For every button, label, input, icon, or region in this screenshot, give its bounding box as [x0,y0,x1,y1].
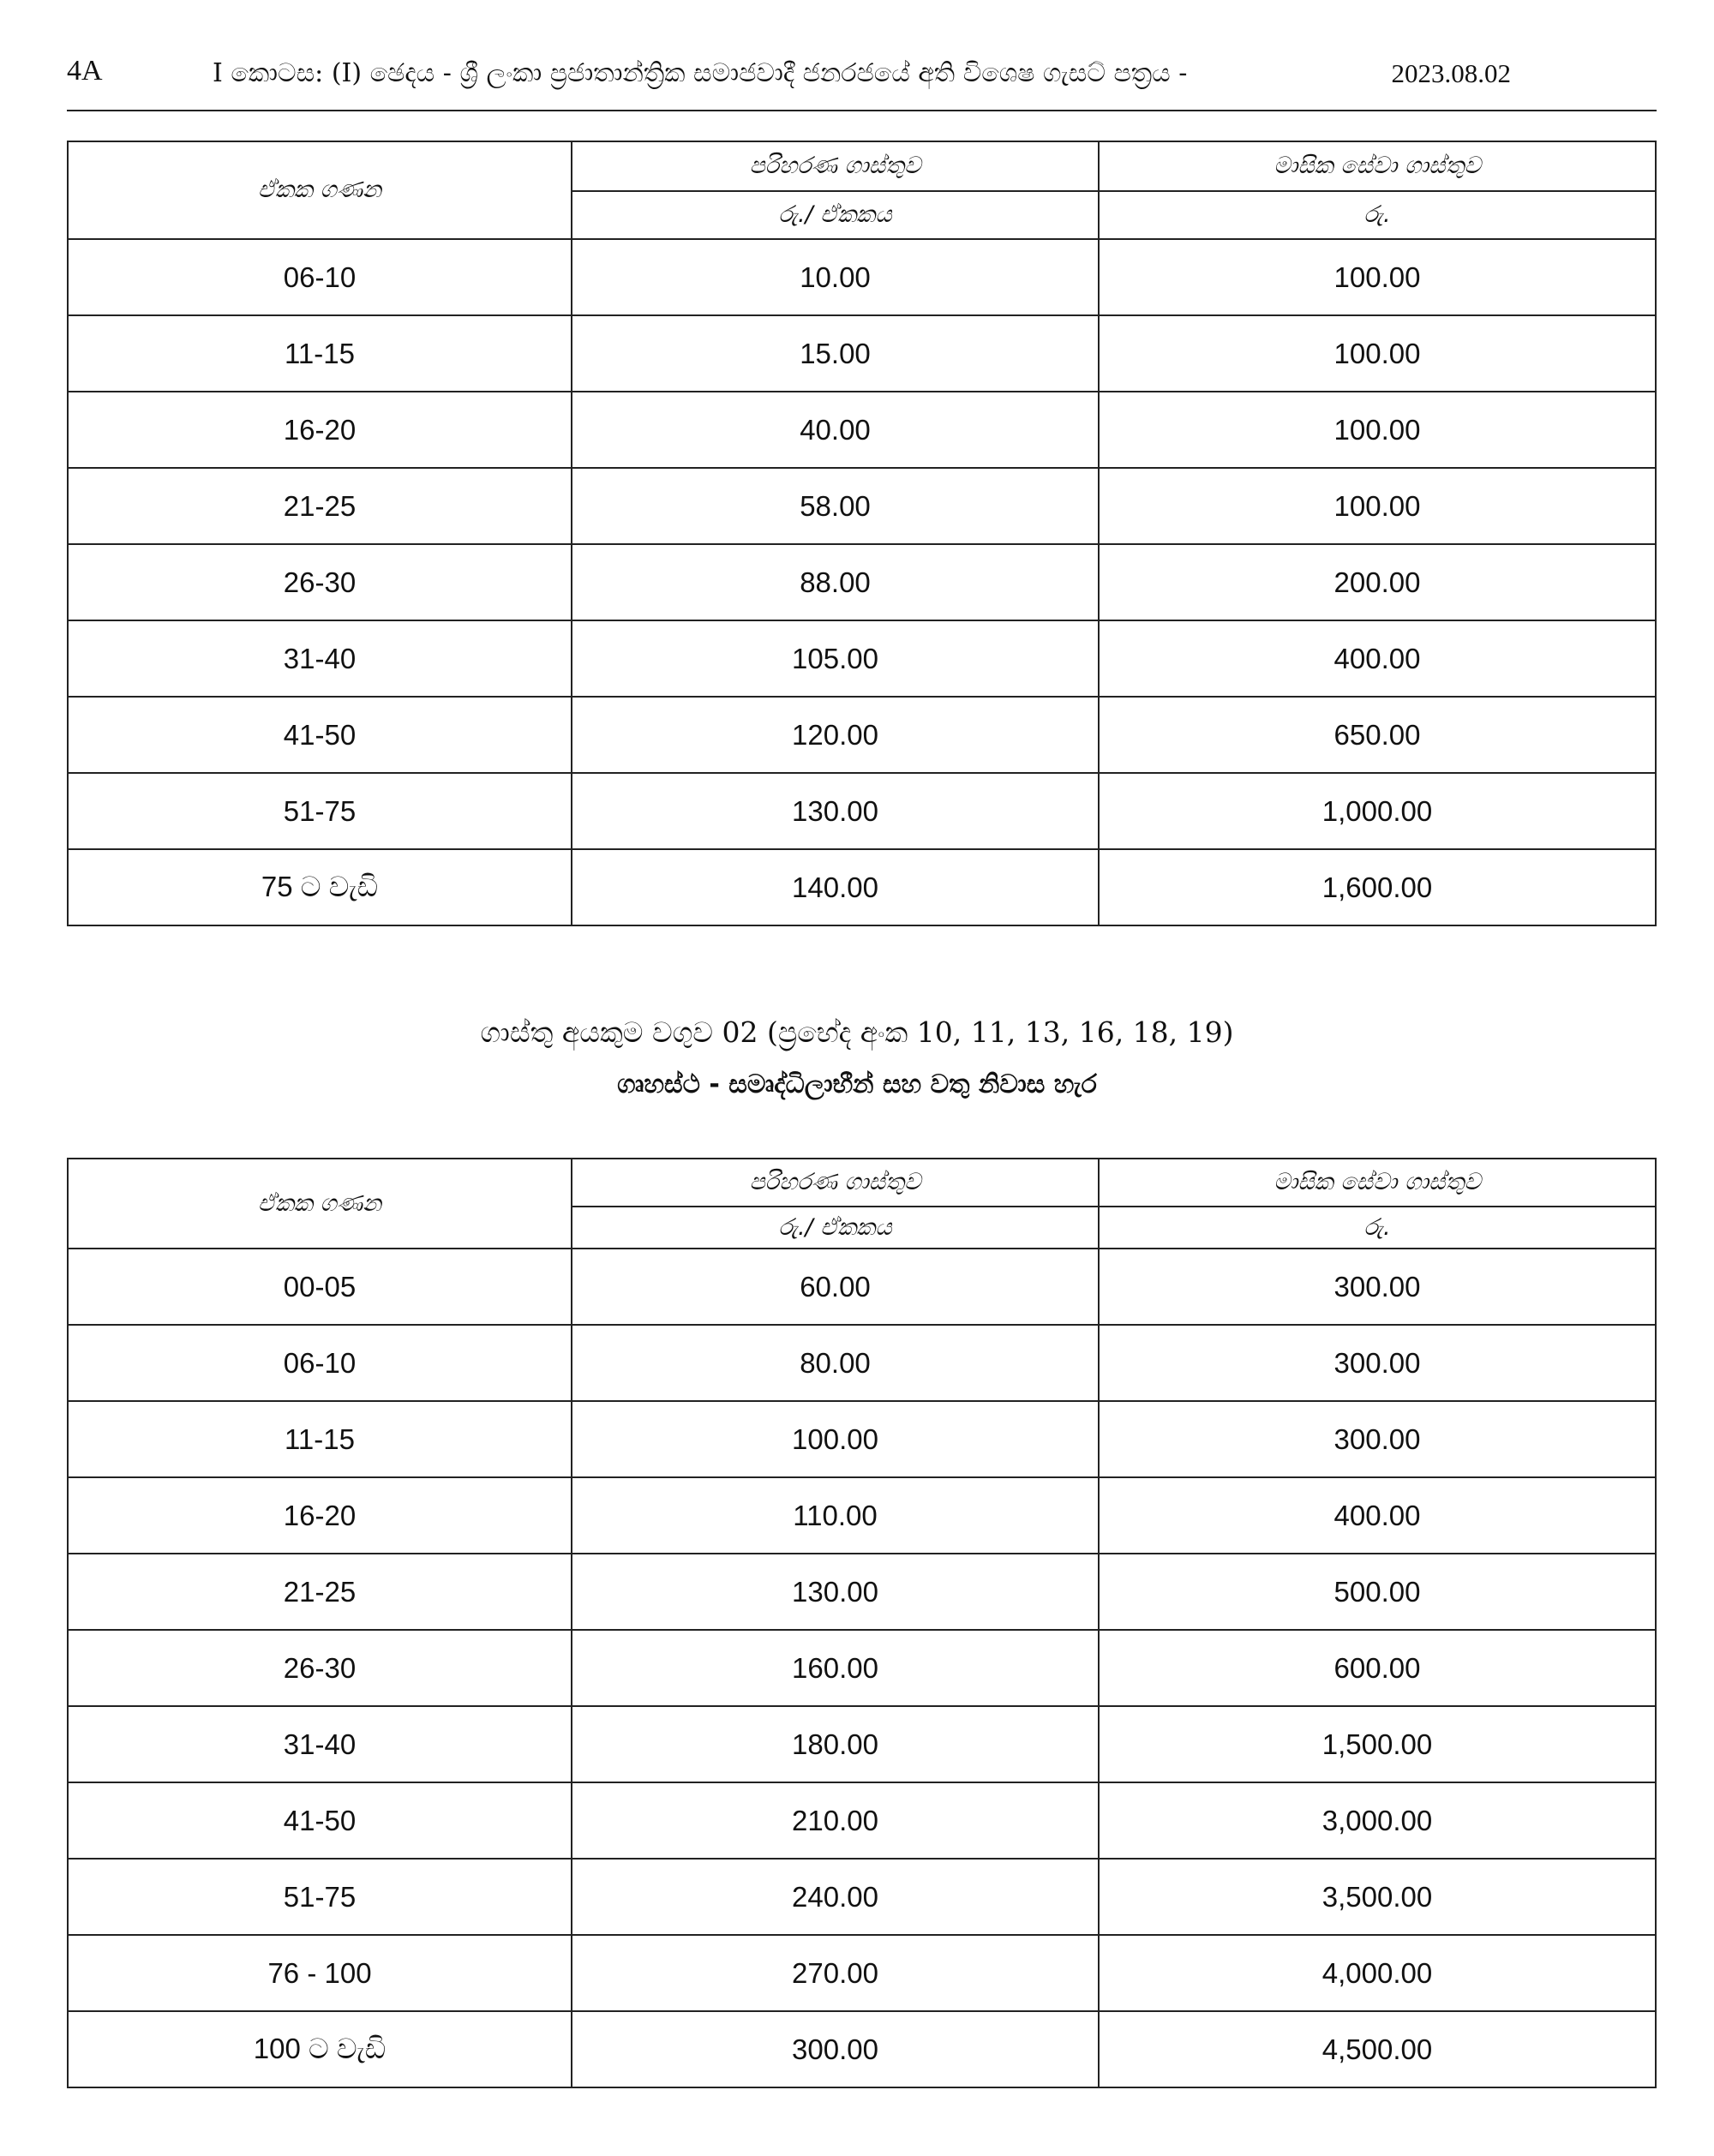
units-cell: 51-75 [68,773,572,849]
header-maintenance-unit: රු./ ඒකකය [572,191,1099,239]
units-cell: 51-75 [68,1859,572,1935]
maintenance-charge-cell: 300.00 [572,2011,1099,2087]
table-row [68,1706,1656,1782]
maintenance-charge-cell: 60.00 [572,1249,1099,1325]
service-charge-cell: 200.00 [1099,544,1656,620]
header-service-unit: රු. [1099,191,1656,239]
maintenance-charge-cell: 140.00 [572,849,1099,925]
maintenance-charge-cell: 210.00 [572,1782,1099,1859]
service-charge-cell: 1,600.00 [1099,849,1656,925]
service-charge-cell: 1,500.00 [1099,1706,1656,1782]
table-row [68,2011,1656,2087]
maintenance-charge-cell: 88.00 [572,544,1099,620]
section-title: ගාස්තු අයකුම වගුව 02 (ප්‍රභේද අංක 10, 11, 13, 16, 18, 19) [480,1015,1234,1049]
maintenance-charge-cell: 240.00 [572,1859,1099,1935]
section-subtitle: ගෘහස්ථ - සමෘද්ධිලාභීන් සහ වතු නිවාස හැර [617,1069,1097,1099]
table-row [68,239,1656,315]
units-cell: 00-05 [68,1249,572,1325]
maintenance-charge-cell: 110.00 [572,1477,1099,1554]
table-row [68,773,1656,849]
header-units: ඒකක ගණන [68,141,572,239]
table-row [68,620,1656,697]
table-row [68,392,1656,468]
service-charge-cell: 650.00 [1099,697,1656,773]
service-charge-cell: 100.00 [1099,392,1656,468]
maintenance-charge-cell: 270.00 [572,1935,1099,2011]
units-cell: 11-15 [68,1401,572,1477]
service-charge-cell: 1,000.00 [1099,773,1656,849]
tariff-table-2 [67,1158,1657,2088]
header-service-unit: රු. [1099,1207,1656,1249]
service-charge-cell: 300.00 [1099,1401,1656,1477]
maintenance-charge-cell: 120.00 [572,697,1099,773]
maintenance-charge-cell: 160.00 [572,1630,1099,1706]
service-charge-cell: 100.00 [1099,239,1656,315]
units-cell: 11-15 [68,315,572,392]
table-row [68,1249,1656,1325]
table-row [68,1325,1656,1401]
maintenance-charge-cell: 15.00 [572,315,1099,392]
service-charge-cell: 300.00 [1099,1325,1656,1401]
service-charge-cell: 600.00 [1099,1630,1656,1706]
service-charge-cell: 3,000.00 [1099,1782,1656,1859]
table-row [68,544,1656,620]
table-row [68,1401,1656,1477]
maintenance-charge-cell: 40.00 [572,392,1099,468]
table-row [68,468,1656,544]
units-cell: 76 - 100 [68,1935,572,2011]
maintenance-charge-cell: 105.00 [572,620,1099,697]
units-cell: 06-10 [68,1325,572,1401]
maintenance-charge-cell: 80.00 [572,1325,1099,1401]
units-cell: 16-20 [68,1477,572,1554]
units-cell: 26-30 [68,1630,572,1706]
page-number: 4A [67,55,103,87]
service-charge-cell: 100.00 [1099,315,1656,392]
units-cell: 31-40 [68,1706,572,1782]
units-cell: 06-10 [68,239,572,315]
maintenance-charge-cell: 100.00 [572,1401,1099,1477]
table-row [68,1554,1656,1630]
header-maintenance-charge: පරිහරණ ගාස්තුව [572,141,1099,191]
maintenance-charge-cell: 180.00 [572,1706,1099,1782]
table-row [68,1935,1656,2011]
gazette-date: 2023.08.02 [1391,58,1511,88]
table-row [68,1477,1656,1554]
units-cell: 100 ට වැඩි [68,2011,572,2087]
maintenance-charge-cell: 130.00 [572,773,1099,849]
service-charge-cell: 500.00 [1099,1554,1656,1630]
gazette-title: I කොටස: (I) ඡෙදය - ශ්‍රී ලංකා ප්‍රජාතාන්ත්‍රික සමාජවාදී ජනරජයේ අති විශෙෂ ගැසට් පත්‍රය - [213,58,1188,88]
tariff-table-2-body [68,1249,1656,2087]
service-charge-cell: 100.00 [1099,468,1656,544]
units-cell: 75 ට වැඩි [68,849,572,925]
units-cell: 41-50 [68,697,572,773]
table-row [68,1630,1656,1706]
header-maintenance-charge: පරිහරණ ගාස්තුව [572,1159,1099,1207]
units-cell: 41-50 [68,1782,572,1859]
maintenance-charge-cell: 130.00 [572,1554,1099,1630]
table-row [68,1782,1656,1859]
table-row [68,315,1656,392]
tariff-table-1 [67,141,1657,926]
maintenance-charge-cell: 58.00 [572,468,1099,544]
table-row [68,1859,1656,1935]
service-charge-cell: 400.00 [1099,620,1656,697]
table-row [68,697,1656,773]
service-charge-cell: 4,500.00 [1099,2011,1656,2087]
maintenance-charge-cell: 10.00 [572,239,1099,315]
header-units: ඒකක ගණන [68,1159,572,1249]
units-cell: 26-30 [68,544,572,620]
page-header [67,50,1657,111]
service-charge-cell: 3,500.00 [1099,1859,1656,1935]
units-cell: 21-25 [68,468,572,544]
header-service-charge: මාසික සේවා ගාස්තුව [1099,141,1656,191]
service-charge-cell: 300.00 [1099,1249,1656,1325]
header-maintenance-unit: රු./ ඒකකය [572,1207,1099,1249]
units-cell: 21-25 [68,1554,572,1630]
table-row [68,849,1656,925]
service-charge-cell: 400.00 [1099,1477,1656,1554]
header-service-charge: මාසික සේවා ගාස්තුව [1099,1159,1656,1207]
service-charge-cell: 4,000.00 [1099,1935,1656,2011]
tariff-table-1-body [68,239,1656,925]
units-cell: 31-40 [68,620,572,697]
units-cell: 16-20 [68,392,572,468]
